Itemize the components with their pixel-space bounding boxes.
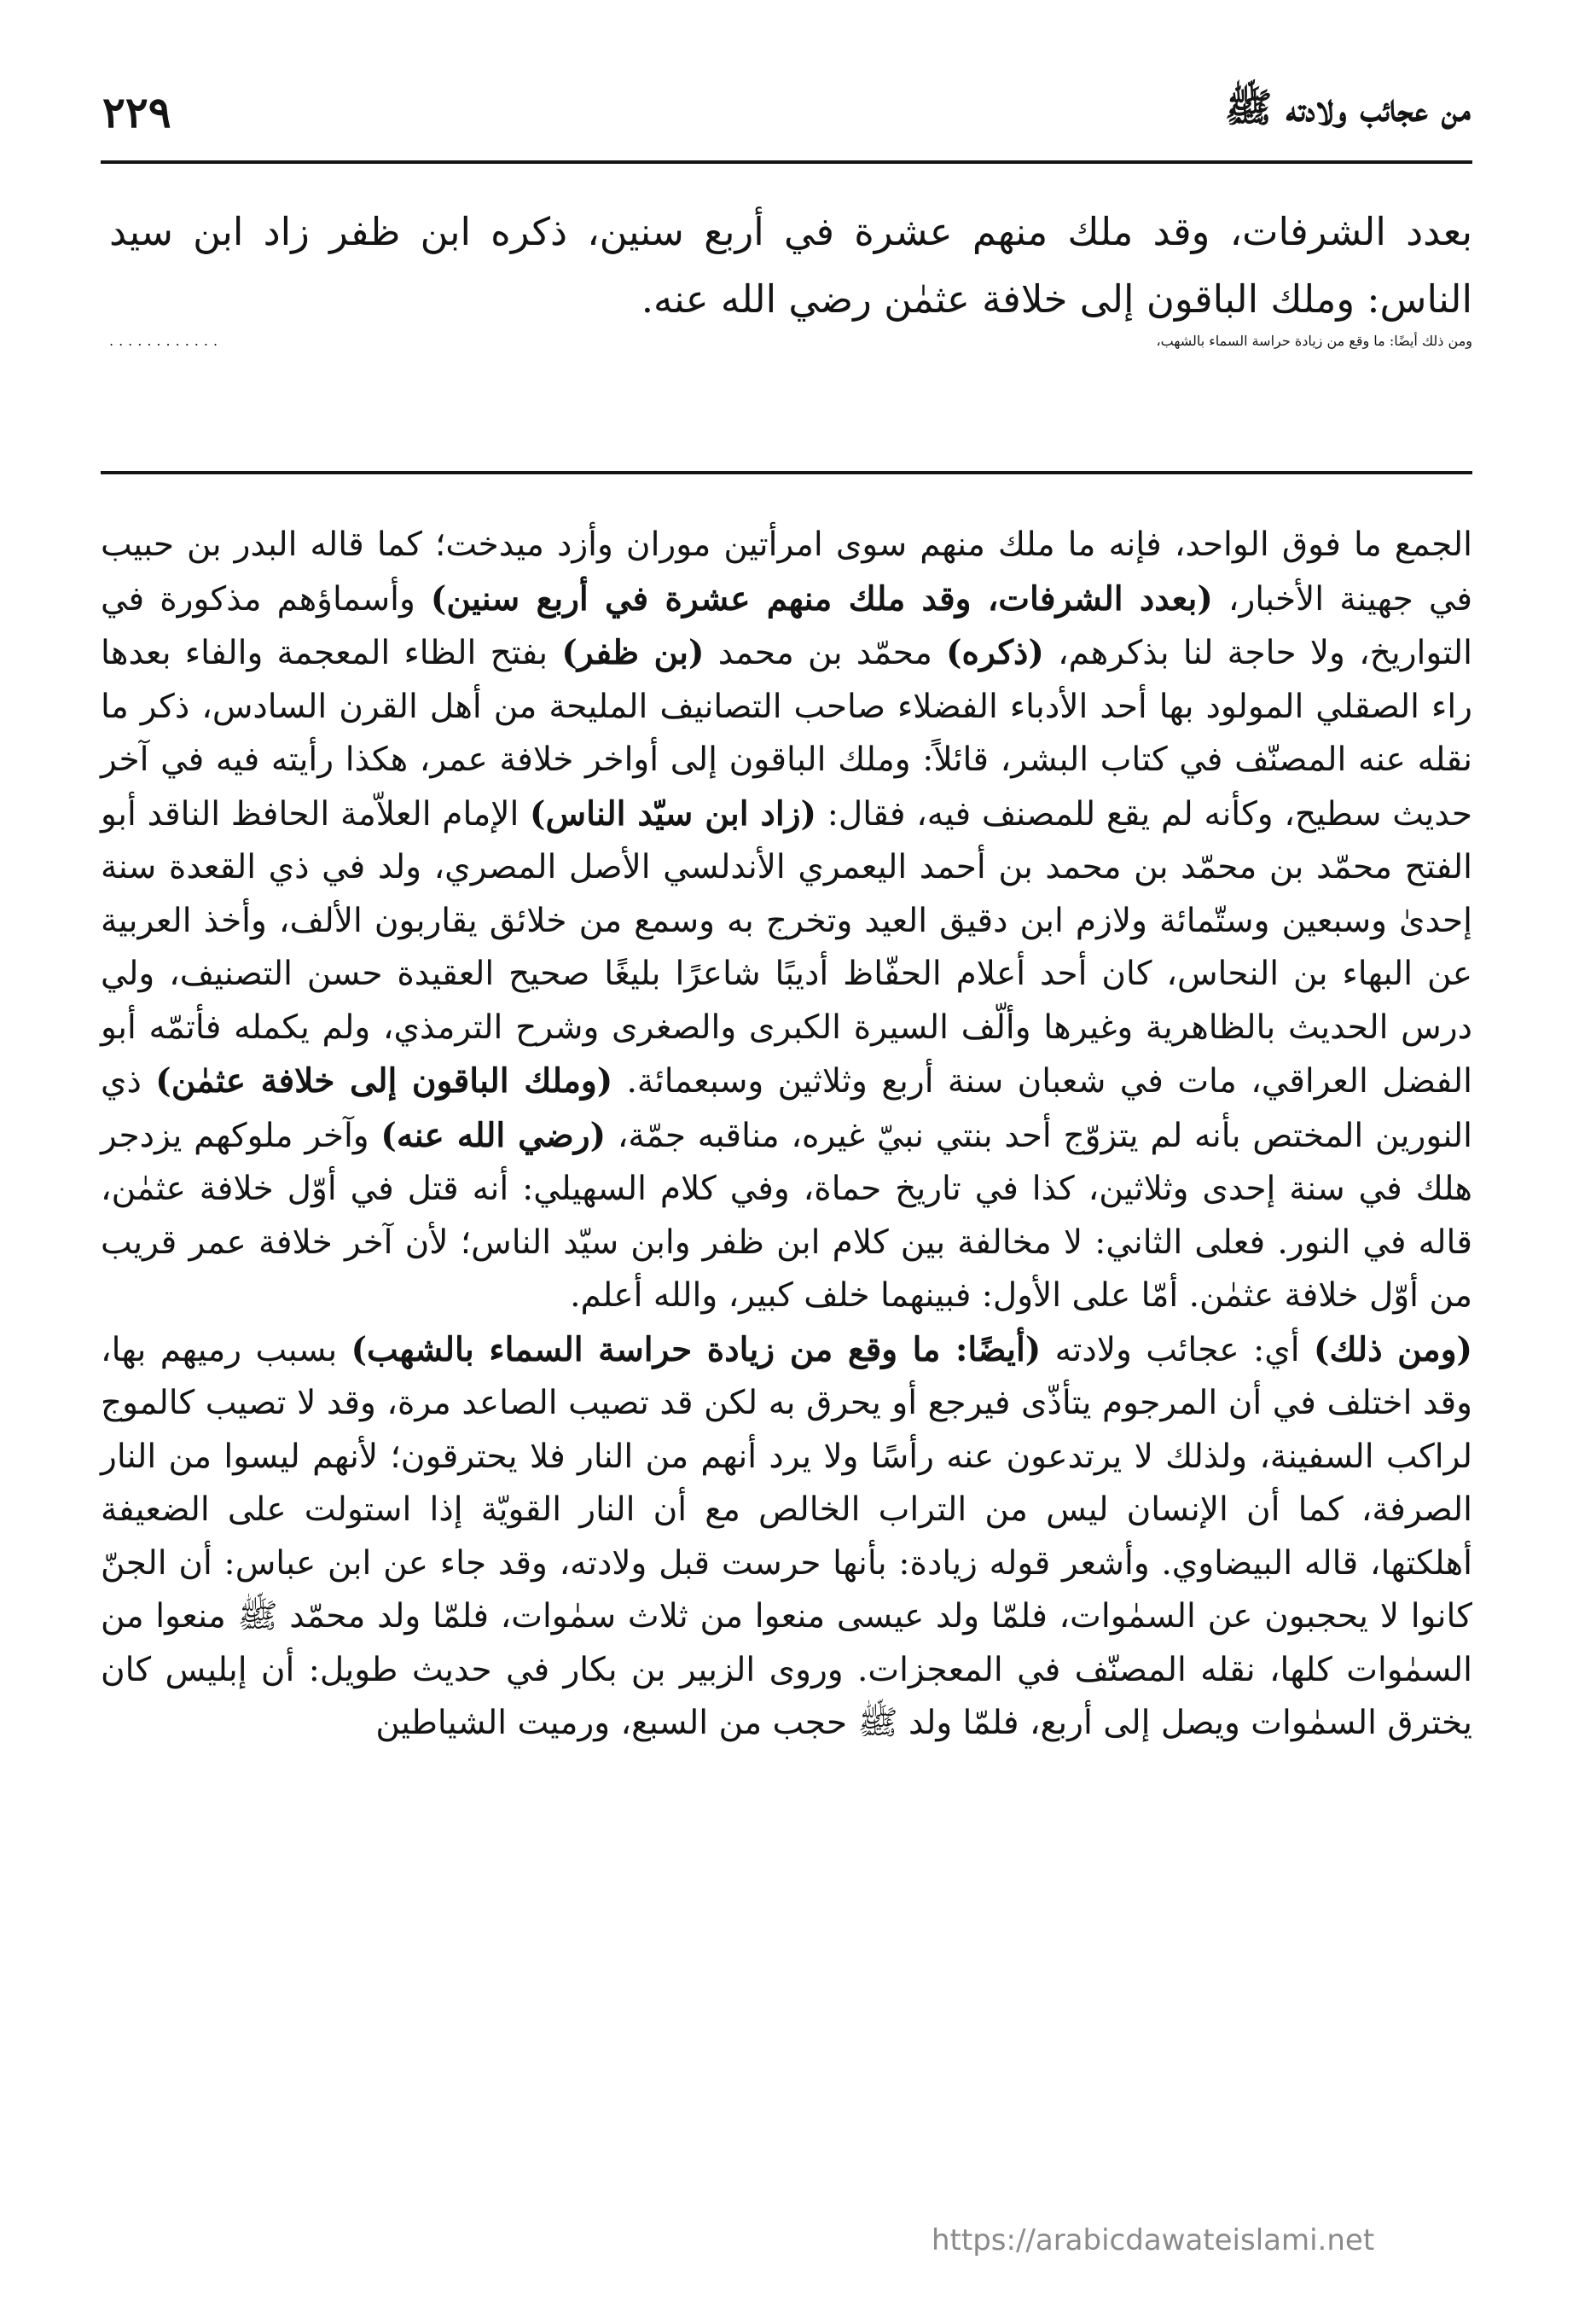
quoted-matn: (زاد ابن سيّد الناس) [530, 793, 817, 834]
commentary-text: الإمام العلاّمة الحافظ الناقد أبو الفتح محمّد بن محمّد بن محمد بن أحمد اليعمري الأندلسي الأصل المصري، ولد في ذي القعدة سنة إحدىٰ وسبعين وستّمائة ولازم ابن دقيق العيد وتخرج به وسمع من خلائق يقاربون الألف، وأخذ العربية عن البهاء بن النحاس، كان أحد أعلام الحفّاظ أديبًا شاعرًا بليغًا صحيح العقيدة حسن التصنيف، ولي درس الحديث بالظاهرية وغيرها وألّف السيرة الكبرى والصغرى وشرح الترمذي، ولم يكمله فأتمّه أبو الفضل العراقي، مات في شعبان سنة أربع وثلاثين وسبعمائة. [101, 794, 1472, 1101]
matn-line-1: بعدد الشرفات، وقد ملك منهم عشرة في أربع سنين، ذكره ابن ظفر زاد ابن سيد [109, 209, 1472, 254]
commentary-paragraph-2 [101, 1323, 1472, 1751]
matn-line-3-dots: ............ [109, 333, 223, 349]
commentary-text: وآخر ملوكهم يزدجر هلك في سنة إحدى وثلاثين، كذا في تاريخ حماة، وفي كلام السهيلي: أنه قتل في أوّل خلافة عثمٰن، قاله في النور. فعلى الثاني: لا مخالفة بين كلام ابن ظفر وابن سيّد الناس؛ لأن آخر خلافة عمر قريب من أوّل خلافة عثمٰن. أمّا على الأول: فبينهما خلف كبير، والله أعلم. [101, 1116, 1472, 1315]
quoted-matn: (ومن ذلك) [1313, 1329, 1472, 1369]
quoted-matn: (وملك الباقون إلى خلافة عثمٰن) [155, 1061, 613, 1101]
commentary-paragraph-1 [101, 519, 1472, 1323]
header-rule [101, 160, 1472, 164]
sharh-commentary [101, 519, 1472, 1751]
commentary-text: ذي النورين المختص بأنه لم يتزوّج أحد بنتي نبيّ غيره، مناقبه جمّة، [101, 1062, 1472, 1155]
page-number: ٢٢٩ [102, 86, 171, 137]
matn-line-2: الناس: وملك الباقون إلى خلافة عثمٰن رضي الله عنه. [641, 276, 1472, 322]
watermark-url: https://arabicdawateislami.net [932, 2223, 1375, 2257]
quoted-matn: (بن ظفر) [561, 633, 705, 672]
commentary-text: أي: عجائب ولادته [1041, 1330, 1314, 1369]
matn-text [109, 198, 1472, 349]
quoted-matn: (ذكره) [946, 633, 1044, 672]
commentary-text: الجمع ما فوق الواحد، فإنه ما ملك منهم سوى امرأتين موران وأزد ميدخت؛ كما قاله البدر بن حبيب في جهينة الأخبار، [101, 526, 1473, 619]
section-rule [101, 471, 1472, 474]
commentary-text: محمّد بن محمد [704, 634, 947, 672]
matn-line-3-text: ومن ذلك أيضًا: ما وقع من زيادة حراسة السماء بالشهب، [1156, 333, 1472, 349]
quoted-matn: (رضي الله عنه) [380, 1115, 607, 1155]
running-title: من عجائب ولادته ﷺ [1224, 84, 1471, 131]
quoted-matn: (بعدد الشرفات، وقد ملك منهم عشرة في أربع سنين) [430, 578, 1213, 619]
commentary-text: بفتح الظاء المعجمة والفاء بعدها راء الصقلي المولود بها أحد الأدباء الفضلاء صاحب التصانيف المليحة من أهل القرن السادس، ذكر ما نقله عنه المصنّف في كتاب البشر، قائلاً: وملك الباقون إلى أواخر خلافة عمر، هكذا رأيته فيه في آخر حديث سطيح، وكأنه لم يقع للمصنف فيه، فقال: [101, 634, 1472, 834]
commentary-text: وأسماؤهم مذكورة في التواريخ، ولا حاجة لنا بذكرهم، [101, 579, 1473, 672]
quoted-matn: (أيضًا: ما وقع من زيادة حراسة السماء بالشهب) [351, 1329, 1042, 1369]
commentary-text: بسبب رميهم بها، وقد اختلف في أن المرجوم يتأذّى فيرجع أو يحرق به لكن قد تصيب الصاعد مرة، وقد لا تصيب كالموج لراكب السفينة، ولذلك لا يرتدعون عنه رأسًا ولا يرد أنهم من النار فلا يحترقون؛ لأنهم ليسوا من النار الصرفة، كما أن الإنسان ليس من التراب الخالص مع أن النار القويّة إذا استولت على الضعيفة أهلكتها، قاله البيضاوي. وأشعر قوله زيادة: بأنها حرست قبل ولادته، وقد جاء عن ابن عباس: أن الجنّ كانوا لا يحجبون عن السمٰوات، فلمّا ولد عيسى منعوا من ثلاث سمٰوات، فلمّا ولد محمّد ﷺ منعوا من السمٰوات كلها، نقله المصنّف في المعجزات. وروى الزبير بن بكار في حديث طويل: أن إبليس كان يخترق السمٰوات ويصل إلى أربع، فلمّا ولد ﷺ حجب من السبع، ورميت الشياطين [101, 1330, 1472, 1742]
running-head [102, 78, 1471, 145]
matn-line-3 [109, 333, 1472, 349]
